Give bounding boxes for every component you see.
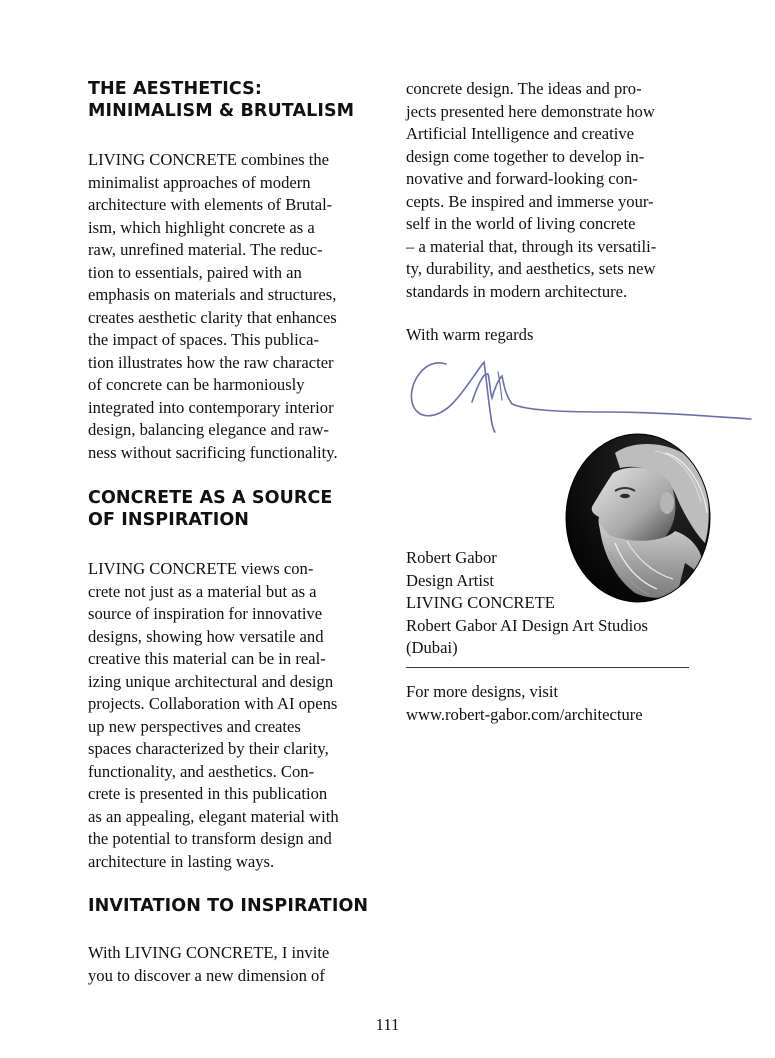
section-body-invitation: With LIVING CONCRETE, I invite you to discover a new dimension of: [88, 943, 330, 985]
section-body-aesthetics: LIVING CONCRETE combines the minimalist approaches of modern architecture with elements of Brutal- ism, which highlight concrete as a raw, unrefined material. The reduc- tion to essentials, paired with an emphasis on materials and structures, creates aesthetic clarity that enhances the impact of spaces. This publica- tion illustrates how the raw character of concrete can be harmoniously integrated into contemporary interior design, balancing elegance and raw- ness without sacrificing functionality.: [88, 150, 338, 462]
closing-line: With warm regards: [406, 325, 534, 344]
studio-location: (Dubai): [406, 638, 458, 657]
heading-line: THE AESTHETICS: MINIMALISM & BRUTALISM: [88, 79, 355, 121]
signature-image: [406, 352, 756, 437]
publication-title: LIVING CONCRETE: [406, 593, 555, 612]
author-name: Robert Gabor: [406, 548, 497, 567]
author-role: Design Artist: [406, 570, 495, 590]
author-credits: [406, 547, 706, 660]
section-heading-invitation: INVITATION TO INSPIRATION: [88, 896, 369, 916]
section-body-continued: concrete design. The ideas and pro- jects presented here demonstrate how Artificial Intelligence and creative design come together to develop in- novative and forward-looking con- cepts. Be inspired and immerse your- self in the world of living concrete – a material that, through its versatili- ty, durability, and aesthetics, sets new standards in modern architecture.: [406, 79, 657, 301]
more-designs: [406, 681, 706, 726]
website-link[interactable]: www.robert-gabor.com/architecture: [406, 704, 643, 724]
section-heading-inspiration-source: CONCRETE AS A SOURCE OF INSPIRATION: [88, 488, 333, 530]
studio-name: Robert Gabor AI Design Art Studios: [406, 615, 648, 635]
section-body-inspiration-source: LIVING CONCRETE views con- crete not just as a material but as a source of inspiration for innovative designs, showing how versatile and creative this material can be in real- izing unique architectural and design projects. Collaboration with AI opens up new perspectives and creates spaces characterized by their clarity, functionality, and aesthetics. Con- crete is presented in this publication as an appealing, elegant material with the potential to transform design and architecture in lasting ways.: [88, 559, 339, 871]
right-column: [406, 78, 696, 347]
section-heading-aesthetics: [88, 78, 374, 122]
left-column: [88, 78, 374, 987]
divider: [406, 667, 689, 668]
more-designs-label: For more designs, visit: [406, 682, 559, 701]
page-number: 111: [375, 1015, 400, 1034]
